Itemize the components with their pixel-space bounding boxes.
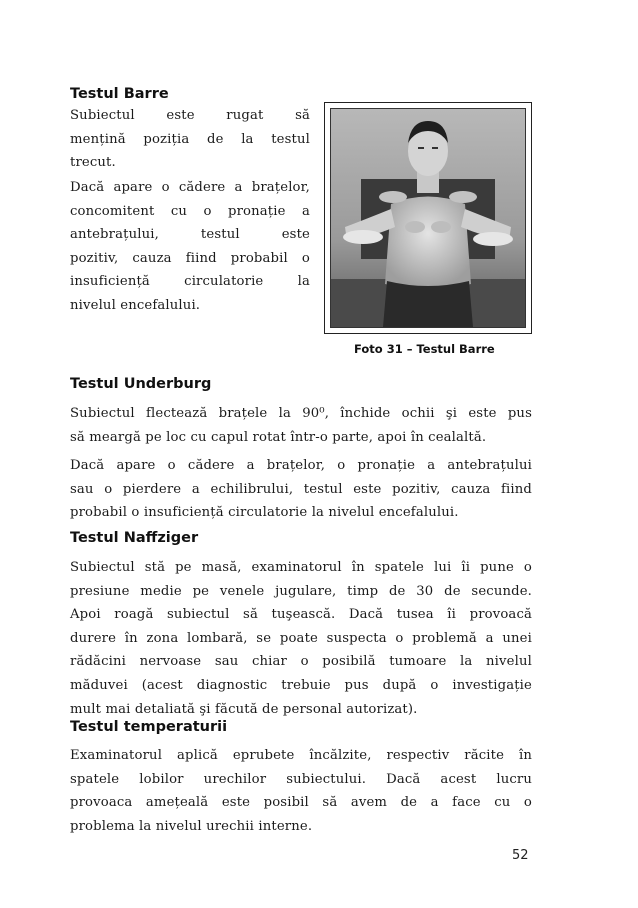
text-line: provoaca amețeală este posibil să avem de a face cu o bbox=[70, 795, 532, 811]
text-line: concomitent cu o pronație a bbox=[70, 203, 310, 219]
text-line: măduvei (acest diagnostic trebuie pus după o investigație bbox=[70, 677, 532, 693]
text-line: Dacă apare o cădere a brațelor, bbox=[70, 180, 310, 195]
text-line: Examinatorul aplică eprubete încălzite, respectiv răcite în bbox=[70, 748, 532, 763]
barre-paragraph-2 bbox=[70, 176, 310, 318]
text-line: durere în zona lombară, se poate suspecta o problemă a unei bbox=[70, 630, 532, 646]
text-line: probabil o insuficiență circulatorie la nivelul encefalului. bbox=[70, 505, 459, 521]
text-line: Subiectul flectează brațele la 90⁰, închide ochii şi este pus bbox=[70, 406, 532, 421]
page-number: 52 bbox=[512, 848, 529, 863]
barre-paragraph-1 bbox=[70, 104, 310, 175]
text-line: mult mai detaliată şi făcută de personal autorizat). bbox=[70, 701, 418, 717]
photo-frame bbox=[324, 102, 532, 334]
text-line: spatele lobilor urechilor subiectului. Dacă acest lucru bbox=[70, 771, 532, 787]
text-line: sau o pierdere a echilibrului, testul este pozitiv, cauza fiind bbox=[70, 481, 532, 497]
text-line: presiune medie pe venele jugulare, timp de 30 de secunde. bbox=[70, 583, 532, 599]
photo-caption: Foto 31 – Testul Barre bbox=[354, 342, 495, 356]
text-line: Dacă apare o cădere a brațelor, o pronație a antebrațului bbox=[70, 458, 532, 473]
text-line: Subiectul este rugat să bbox=[70, 108, 310, 123]
text-line: nivelul encefalului. bbox=[70, 297, 201, 313]
text-line: rădăcini nervoase sau chiar o posibilă tumoare la nivelul bbox=[70, 654, 532, 670]
underburg-paragraph-2 bbox=[70, 454, 532, 525]
text-line: pozitiv, cauza fiind probabil o bbox=[70, 250, 310, 266]
heading-testul-naffziger: Testul Naffziger bbox=[70, 530, 199, 546]
heading-testul-temperaturii: Testul temperaturii bbox=[70, 719, 228, 735]
heading-testul-barre: Testul Barre bbox=[70, 86, 169, 102]
naffziger-paragraph-1 bbox=[70, 556, 532, 721]
photo-barre-test bbox=[330, 108, 526, 328]
temperaturii-paragraph-1 bbox=[70, 744, 532, 838]
text-line: insuficiență circulatorie la bbox=[70, 274, 310, 290]
text-line: să meargă pe loc cu capul rotat într-o parte, apoi în cealaltă. bbox=[70, 429, 487, 445]
heading-testul-underburg: Testul Underburg bbox=[70, 376, 212, 392]
text-line: mențină poziția de la testul bbox=[70, 131, 310, 147]
text-line: Subiectul stă pe masă, examinatorul în spatele lui îi pune o bbox=[70, 560, 532, 575]
text-line: problema la nivelul urechii interne. bbox=[70, 818, 313, 834]
text-line: trecut. bbox=[70, 155, 116, 171]
underburg-paragraph-1 bbox=[70, 402, 532, 449]
text-line: Apoi roagă subiectul să tuşească. Dacă tusea îi provoacă bbox=[70, 607, 532, 623]
text-line: antebrațului, testul este bbox=[70, 227, 310, 243]
